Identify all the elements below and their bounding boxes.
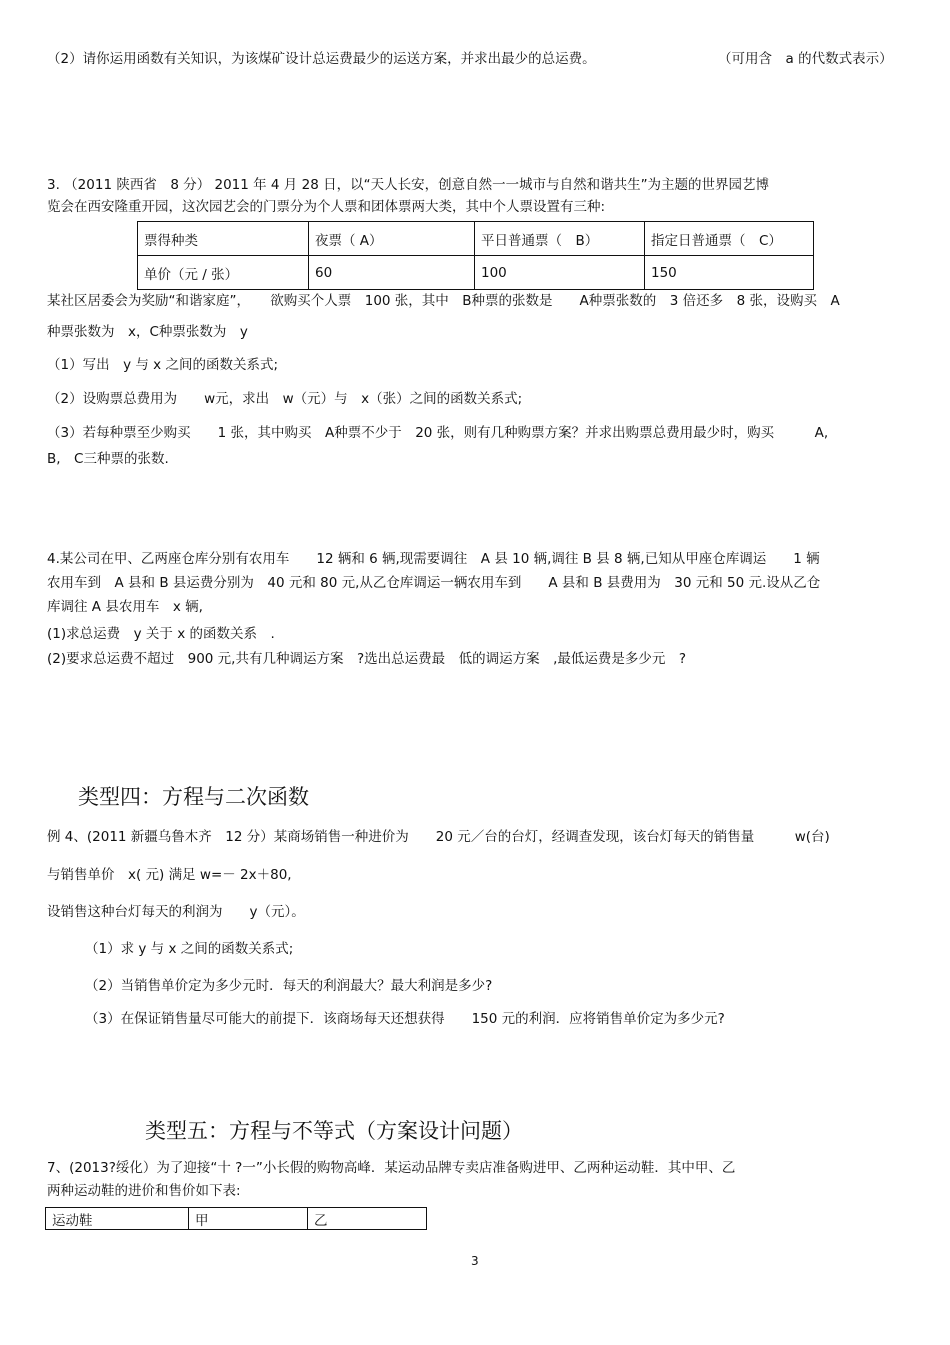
example-4-line-3: 设销售这种台灯每天的利润为 y（元）。 (47, 904, 305, 920)
question-2-note: （可用含 a 的代数式表示） (718, 51, 893, 67)
example-4-question-3: （3）在保证销售量尽可能大的前提下．该商场每天还想获得 150 元的利润．应将销售单价定为多少元? (85, 1011, 725, 1027)
example-4-question-1: （1）求 y 与 x 之间的函数关系式; (85, 941, 294, 957)
ticket-table-cell: 60 (309, 256, 475, 290)
problem-7-line-1: 7、(2013?绥化）为了迎接“十 ?一”小长假的购物高峰．某运动品牌专卖店准备购进甲、乙两种运动鞋．其中甲、乙 (47, 1160, 736, 1176)
ticket-table-cell: 100 (475, 256, 645, 290)
page-number: 3 (471, 1254, 479, 1268)
shoe-table-cell: 乙 (308, 1208, 427, 1230)
problem-4-question-1: (1)求总运费 y 关于 x 的函数关系 . (47, 626, 275, 642)
problem-3-question-1: （1）写出 y 与 x 之间的函数关系式; (47, 357, 278, 373)
example-4-question-2: （2）当销售单价定为多少元时．每天的利润最大？最大利润是多少? (85, 978, 493, 994)
ticket-table-cell: 150 (645, 256, 814, 290)
problem-3-line-3: 某社区居委会为奖励“和谐家庭”， 欲购买个人票 100 张，其中 B种票的张数是 A种票张数的 3 倍还多 8 张，设购买 A (47, 293, 840, 309)
ticket-table-price-row (138, 256, 814, 290)
ticket-table-cell: 票得种类 (138, 222, 309, 256)
ticket-table-cell: 单价（元 / 张） (138, 256, 309, 290)
problem-3-question-2: （2）设购票总费用为 w元，求出 w（元）与 x（张）之间的函数关系式; (47, 391, 523, 407)
problem-3-question-3a: （3）若每种票至少购买 1 张，其中购买 A种票不少于 20 张，则有几种购票方案？并求出购票总费用最少时，购买 A, (47, 425, 829, 441)
problem-4-line-1: 4.某公司在甲、乙两座仓库分别有农用车 12 辆和 6 辆,现需要调往 A 县 10 辆,调往 B 县 8 辆,已知从甲座仓库调运 1 辆 (47, 551, 820, 567)
problem-3-line-2: 览会在西安隆重开园，这次园艺会的门票分为个人票和团体票两大类，其中个人票设置有三种: (47, 199, 606, 215)
section-heading-type-5: 类型五：方程与不等式（方案设计问题） (145, 1119, 523, 1143)
section-heading-type-4: 类型四：方程与二次函数 (78, 785, 309, 809)
question-2-text: （2）请你运用函数有关知识，为该煤矿设计总运费最少的运送方案，并求出最少的总运费。 (47, 51, 596, 67)
ticket-table-cell: 平日普通票（ B） (475, 222, 645, 256)
problem-4-line-3: 库调往 A 县农用车 x 辆, (47, 599, 203, 615)
ticket-price-table (137, 221, 814, 290)
example-4-line-2: 与销售单价 x( 元) 满足 w=－ 2x＋80, (47, 867, 292, 883)
problem-3-question-3b: B, C三种票的张数. (47, 451, 169, 467)
example-4-line-1: 例 4、(2011 新疆乌鲁木齐 12 分）某商场销售一种进价为 20 元／台的台灯，经调查发现，该台灯每天的销售量 w(台) (47, 829, 830, 845)
problem-3-line-4: 种票张数为 x，C种票张数为 y (47, 324, 248, 340)
problem-4-question-2: (2)要求总运费不超过 900 元,共有几种调运方案 ?选出总运费最 低的调运方案 ,最低运费是多少元 ? (47, 651, 687, 667)
shoe-price-table (45, 1207, 427, 1230)
ticket-table-cell: 指定日普通票（ C） (645, 222, 814, 256)
problem-4-line-2: 农用车到 A 县和 B 县运费分别为 40 元和 80 元,从乙仓库调运一辆农用车到 A 县和 B 县费用为 30 元和 50 元.设从乙仓 (47, 575, 821, 591)
shoe-table-cell: 运动鞋 (46, 1208, 189, 1230)
ticket-table-cell: 夜票（ A） (309, 222, 475, 256)
problem-7-line-2: 两种运动鞋的进价和售价如下表: (47, 1183, 241, 1199)
shoe-table-cell: 甲 (189, 1208, 308, 1230)
shoe-table-header-row (46, 1208, 427, 1230)
problem-3-line-1: 3. （2011 陕西省 8 分） 2011 年 4 月 28 日，以“天人长安，创意自然一一城市与自然和谐共生”为主题的世界园艺博 (47, 177, 770, 193)
ticket-table-header-row (138, 222, 814, 256)
